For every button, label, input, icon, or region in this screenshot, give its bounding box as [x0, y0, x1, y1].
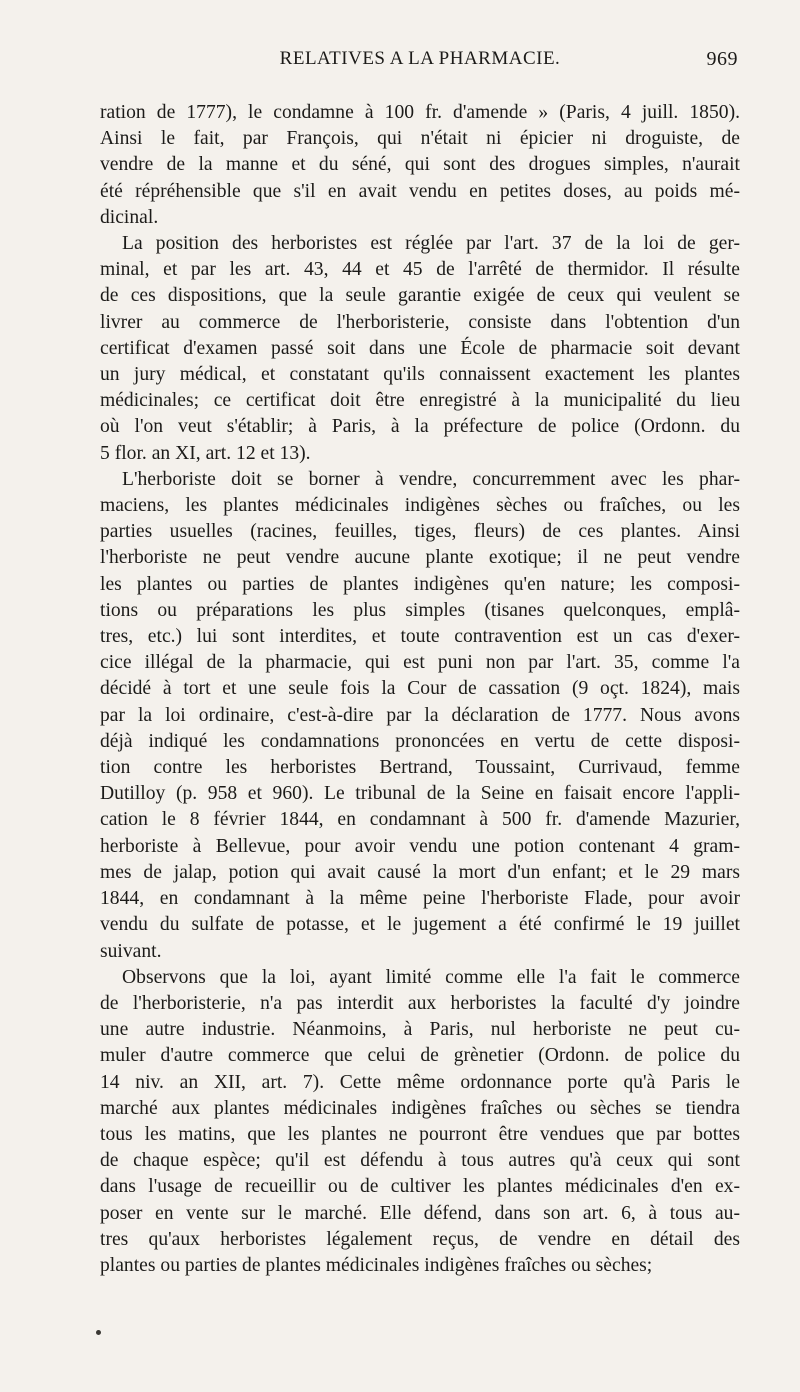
text-line: minal, et par les art. 43, 44 et 45 de l'arrêté de thermidor. Il résulte [100, 259, 740, 281]
text-line: vendre de la manne et du séné, qui sont des drogues simples, n'aurait [100, 154, 740, 176]
text-line: herboriste à Bellevue, pour avoir vendu une potion contenant 4 gram- [100, 835, 740, 857]
text-line: 1844, en condamnant à la même peine l'herboriste Flade, pour avoir [100, 888, 740, 910]
text-line: Ainsi le fait, par François, qui n'était ni épicier ni droguiste, de [100, 128, 740, 150]
text-line: l'herboriste ne peut vendre aucune plante exotique; il ne peut vendre [100, 547, 740, 569]
paragraph [100, 965, 740, 1279]
running-head [100, 44, 740, 76]
body-text [100, 100, 740, 1279]
text-line: de ces dispositions, que la seule garantie exigée de ceux qui veulent se [100, 285, 740, 307]
text-line: de chaque espèce; qu'il est défendu à tous autres qu'à ceux qui sont [100, 1150, 740, 1172]
text-line: poser en vente sur le marché. Elle défend, dans son art. 6, à tous au- [100, 1202, 740, 1224]
text-line: 5 flor. an XI, art. 12 et 13). [100, 442, 311, 464]
text-line: déjà indiqué les condamnations prononcées en vertu de cette disposi- [100, 730, 740, 752]
text-line: mes de jalap, potion qui avait causé la mort d'un enfant; et le 29 mars [100, 861, 740, 883]
paragraph [100, 100, 740, 231]
text-line: les plantes ou parties de plantes indigènes qu'en nature; les composi- [100, 573, 740, 595]
text-line: cice illégal de la pharmacie, qui est puni non par l'art. 35, comme l'a [100, 652, 740, 674]
text-line: parties usuelles (racines, feuilles, tiges, fleurs) de ces plantes. Ainsi [100, 521, 740, 543]
text-line: muler d'autre commerce que celui de grènetier (Ordonn. de police du [100, 1045, 740, 1067]
text-line: livrer au commerce de l'herboristerie, consiste dans l'obtention d'un [100, 311, 740, 333]
text-line: tres qu'aux herboristes légalement reçus, de vendre en détail des [100, 1228, 740, 1250]
text-line: une autre industrie. Néanmoins, à Paris, nul herboriste ne peut cu- [100, 1019, 740, 1041]
text-line: tres, etc.) lui sont interdites, et toute contravention est un cas d'exer- [100, 626, 740, 648]
paragraph [100, 467, 740, 965]
text-line: tous les matins, que les plantes ne pourront être vendues que par bottes [100, 1123, 740, 1145]
text-line: Dutilloy (p. 958 et 960). Le tribunal de la Seine en faisait encore l'appli- [100, 783, 740, 805]
text-line: tion contre les herboristes Bertrand, Toussaint, Currivaud, femme [100, 757, 740, 779]
ink-speck [96, 1330, 101, 1335]
text-line: La position des herboristes est réglée par l'art. 37 de la loi de ger- [122, 233, 740, 255]
text-line: ration de 1777), le condamne à 100 fr. d'amende » (Paris, 4 juill. 1850). [100, 102, 740, 123]
text-line: dicinal. [100, 206, 159, 228]
text-line: suivant. [100, 940, 162, 962]
text-line: marché aux plantes médicinales indigènes fraîches ou sèches se tiendra [100, 1097, 740, 1119]
text-line: décidé à tort et une seule fois la Cour de cassation (9 oçt. 1824), mais [100, 678, 740, 700]
text-line: un jury médical, et constatant qu'ils connaissent exactement les plantes [100, 364, 740, 386]
text-line: de l'herboristerie, n'a pas interdit aux herboristes la faculté d'y joindre [100, 992, 740, 1014]
text-line: maciens, les plantes médicinales indigènes sèches ou fraîches, ou les [100, 495, 740, 517]
text-line: plantes ou parties de plantes médicinales indigènes fraîches ou sèches; [100, 1254, 653, 1276]
text-line: où l'on veut s'établir; à Paris, à la préfecture de police (Ordonn. du [100, 416, 740, 438]
text-line: tions ou préparations les plus simples (tisanes quelconques, emplâ- [100, 599, 740, 621]
running-title: RELATIVES A LA PHARMACIE. [279, 48, 561, 69]
page-number: 969 [706, 48, 738, 70]
text-line: L'herboriste doit se borner à vendre, concurremment avec les phar- [122, 468, 740, 490]
text-line: 14 niv. an XII, art. 7). Cette même ordonnance porte qu'à Paris le [100, 1071, 740, 1093]
text-line: cation le 8 février 1844, en condamnant à 500 fr. d'amende Mazurier, [100, 809, 740, 831]
text-line: été répréhensible que s'il en avait vendu en petites doses, au poids mé- [100, 180, 740, 202]
text-line: par la loi ordinaire, c'est-à-dire par la déclaration de 1777. Nous avons [100, 704, 740, 726]
text-line: vendu du sulfate de potasse, et le jugement a été confirmé le 19 juillet [100, 914, 740, 936]
text-line: certificat d'examen passé soit dans une École de pharmacie soit devant [100, 337, 740, 359]
text-line: médicinales; ce certificat doit être enregistré à la municipalité du lieu [100, 390, 740, 412]
text-line: dans l'usage de recueillir ou de cultiver les plantes médicinales d'en ex- [100, 1176, 740, 1198]
text-line: Observons que la loi, ayant limité comme elle l'a fait le commerce [122, 966, 740, 988]
paragraph [100, 231, 740, 467]
